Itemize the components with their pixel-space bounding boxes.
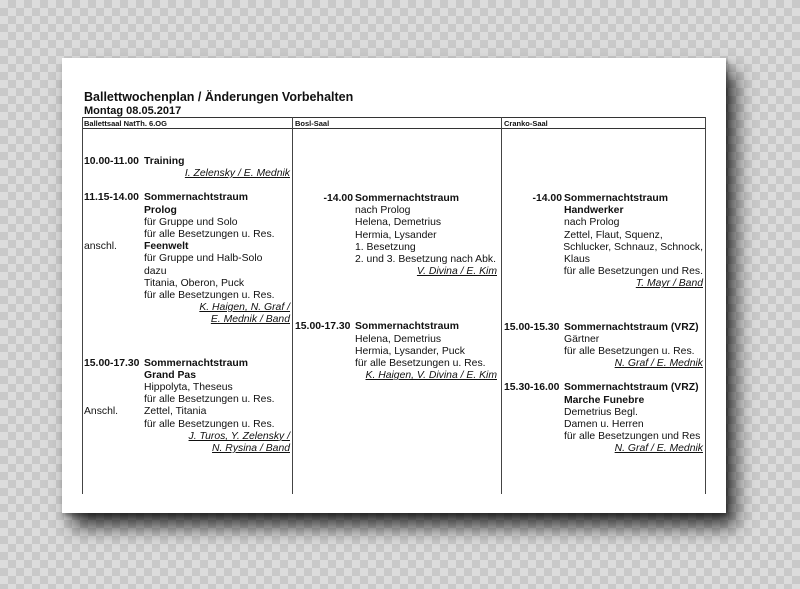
entry-cast: N. Graf / E. Mednik <box>614 358 703 370</box>
entry-label: Anschl. <box>84 406 119 418</box>
entry-time: 15.00-17.30 <box>295 321 351 333</box>
entry-time: 11.15-14.00 <box>84 192 139 204</box>
schedule-entry <box>504 382 703 455</box>
entry-line: Schlucker, Schnauz, Schnock, <box>563 241 703 253</box>
entry-line: Hermia, Lysander, Puck <box>355 345 465 357</box>
entry-line: Helena, Demetrius <box>355 217 442 229</box>
entry-time: 15.00-17.30 <box>84 357 140 369</box>
entry-time: 10.00-11.00 <box>84 156 139 167</box>
entry-line: für alle Besetzungen u. Res. <box>144 229 275 241</box>
entry-line: Klaus <box>564 254 590 266</box>
column-divider <box>501 117 502 494</box>
entry-line: für alle Besetzungen u. Res. <box>564 346 695 358</box>
entry-line: für alle Besetzungen u. Res. <box>144 418 275 430</box>
entry-title: Sommernachtstraum <box>564 193 668 204</box>
entry-line: für Gruppe und Halb-Solo <box>144 253 263 265</box>
entry-line: für alle Besetzungen u. Res. <box>144 290 275 302</box>
entry-time: 15.30-16.00 <box>504 382 560 394</box>
schedule-page <box>62 58 726 513</box>
entry-cast: E. Mednik / Band <box>210 314 290 326</box>
entry-line: Gärtner <box>564 333 600 345</box>
schedule-entry <box>295 321 497 382</box>
entry-title: Sommernachtstraum (VRZ) <box>564 382 699 394</box>
entry-line: Demetrius Begl. <box>564 406 638 418</box>
entry-line: für alle Besetzungen und Res <box>564 431 701 443</box>
entry-title: Sommernachtstraum <box>144 192 248 204</box>
entry-label: anschl. <box>84 241 117 253</box>
entry-cast: V. Divina / E. Kim <box>416 266 497 278</box>
document-title: Ballettwochenplan / Änderungen Vorbehalten <box>84 90 354 104</box>
schedule-entry <box>84 192 290 326</box>
column-divider <box>292 117 293 494</box>
entry-title: Sommernachtstraum <box>355 321 459 333</box>
entry-cast: K. Haigen, V. Divina / E. Kim <box>365 370 497 382</box>
entry-line: Damen u. Herren <box>564 419 644 431</box>
column-cranko-saal <box>504 193 703 456</box>
table-header-rule <box>82 128 705 129</box>
entry-line: Helena, Demetrius <box>355 333 442 345</box>
schedule-entry <box>295 193 497 278</box>
entry-subtitle: Handwerker <box>564 205 624 217</box>
entry-cast: I. Zelensky / E. Mednik <box>184 168 290 180</box>
schedule-entry <box>504 322 703 371</box>
entry-subtitle: Feenwelt <box>144 241 189 253</box>
entry-cast: K. Haigen, N. Graf / <box>199 302 290 314</box>
entry-line: Zettel, Titania <box>144 406 207 418</box>
entry-line: nach Prolog <box>355 205 411 217</box>
entry-title: Sommernachtstraum <box>144 357 248 369</box>
entry-line: 2. und 3. Besetzung nach Abk. <box>355 254 496 266</box>
schedule-entry <box>84 156 290 180</box>
entry-time: -14.00 <box>323 193 353 204</box>
column-header-cranko-saal: Cranko-Saal <box>504 119 548 128</box>
entry-time: -14.00 <box>532 193 562 204</box>
column-divider <box>705 117 706 494</box>
entry-title: Training <box>144 156 185 167</box>
entry-subtitle: Grand Pas <box>144 369 196 381</box>
table-top-rule <box>82 117 705 118</box>
entry-cast: J. Turos, Y. Zelensky / <box>188 430 290 442</box>
entry-line: für alle Besetzungen u. Res. <box>355 358 486 370</box>
document-date: Montag 08.05.2017 <box>84 105 182 117</box>
entry-cast: T. Mayr / Band <box>635 278 703 290</box>
entry-line: Hippolyta, Theseus <box>144 382 233 394</box>
entry-line: Titania, Oberon, Puck <box>144 277 245 289</box>
column-ballettsaal <box>84 156 290 455</box>
entry-subtitle: Prolog <box>144 204 177 216</box>
schedule-entry <box>504 193 703 291</box>
entry-line: für Gruppe und Solo <box>144 216 238 228</box>
column-header-bosl-saal: Bosl-Saal <box>295 119 330 128</box>
column-bosl-saal <box>295 193 497 382</box>
column-divider <box>82 117 83 494</box>
entry-line: Hermia, Lysander <box>355 229 437 241</box>
schedule-entry <box>84 358 290 456</box>
entry-cast: N. Rysina / Band <box>212 443 290 455</box>
entry-line: Zettel, Flaut, Squenz, <box>564 229 663 241</box>
entry-subtitle: Marche Funebre <box>564 394 645 406</box>
entry-line: nach Prolog <box>564 217 620 229</box>
entry-title: Sommernachtstraum (VRZ) <box>564 321 699 333</box>
entry-title: Sommernachtstraum <box>355 193 459 204</box>
column-header-ballettsaal: Ballettsaal NatTh. 6.OG <box>84 119 167 128</box>
entry-time: 15.00-15.30 <box>504 321 560 333</box>
entry-line: 1. Besetzung <box>355 241 416 253</box>
entry-cast: N. Graf / E. Mednik <box>614 443 703 455</box>
entry-line: für alle Besetzungen u. Res. <box>144 394 275 406</box>
entry-line: dazu <box>144 265 167 277</box>
entry-line: für alle Besetzungen und Res. <box>563 266 703 278</box>
